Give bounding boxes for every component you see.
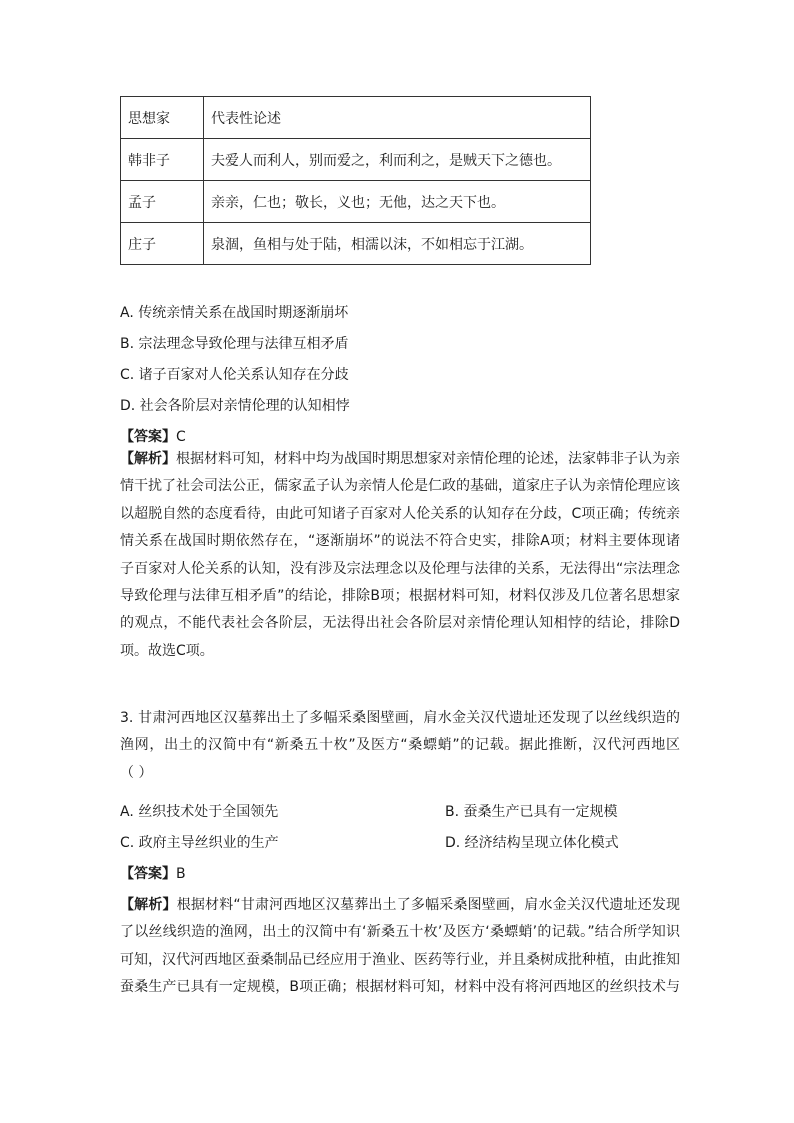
- q2-answer: [120, 427, 186, 447]
- analysis-line: 可知，汉代河西地区蚕桑制品已经应用于渔业、医药等行业，并且桑树成批种植，由此推知: [120, 951, 680, 968]
- answer-value: C: [176, 429, 186, 445]
- q3-option-b: B. 蚕桑生产已具有一定规模: [445, 804, 618, 820]
- thinker-name: 韩非子: [121, 139, 204, 181]
- q2-option-c: C. 诸子百家对人伦关系认知存在分歧: [120, 367, 349, 383]
- analysis-line: 以超脱自然的态度看待，由此可知诸子百家对人伦关系的认知存在分歧，C项正确；传统亲: [120, 505, 680, 522]
- table-header-cell: 代表性论述: [204, 97, 591, 139]
- analysis-line: 情关系在战国时期依然存在，“逐渐崩坏”的说法不符合史实，排除A项；材料主要体现诸: [120, 533, 680, 550]
- q3-option-c: C. 政府主导丝织业的生产: [120, 835, 279, 851]
- stem-line: （ ）: [120, 764, 153, 781]
- stem-line: 3. 甘肃河西地区汉墓葬出土了多幅采桑图壁画，肩水金关汉代遗址还发现了以丝线织造的: [120, 710, 680, 726]
- thinker-name: 孟子: [121, 181, 204, 223]
- analysis-line: 项。故选C项。: [120, 642, 214, 659]
- analysis-line: 蚕桑生产已具有一定规模，B项正确；根据材料可知，材料中没有将河西地区的丝织技术与: [120, 979, 680, 996]
- analysis-line: 的观点，不能代表社会各阶层，无法得出社会各阶层对亲情伦理认知相悖的结论，排除D: [120, 615, 680, 632]
- q3-option-d: D. 经济结构呈现立体化模式: [445, 835, 619, 851]
- analysis-line: 【解析】根据材料“甘肃河西地区汉墓葬出土了多幅采桑图壁画，肩水金关汉代遗址还发现: [120, 897, 680, 913]
- thinkers-table: [120, 96, 591, 265]
- analysis-line: 子百家对人伦关系的认知，没有涉及宗法理念以及伦理与法律的关系，无法得出“宗法理念: [120, 560, 680, 577]
- stem-line: 渔网，出土的汉简中有“新桑五十枚”及医方“桑螵蛸”的记载。据此推断，汉代河西地区: [120, 737, 680, 754]
- thinker-quote: 泉涸，鱼相与处于陆，相濡以沫，不如相忘于江湖。: [204, 223, 591, 265]
- table-row: [121, 223, 591, 265]
- q3-answer: [120, 864, 186, 884]
- answer-label: 【答案】: [120, 866, 176, 882]
- q2-option-d: D. 社会各阶层对亲情伦理的认知相悖: [120, 398, 350, 414]
- analysis-line: 【解析】根据材料可知，材料中均为战国时期思想家对亲情伦理的论述，法家韩非子认为亲: [120, 451, 680, 467]
- analysis-label: 【解析】: [120, 451, 176, 467]
- analysis-line: 了以丝线织造的渔网，出土的汉简中有‘新桑五十枚’及医方‘桑螵蛸’的记载。”结合所学知识: [120, 924, 680, 941]
- q3-analysis: [120, 892, 680, 1002]
- table-row: [121, 181, 591, 223]
- table-header-cell: 思想家: [121, 97, 204, 139]
- q3-stem: [120, 705, 680, 787]
- analysis-line: 情干扰了社会司法公正，儒家孟子认为亲情人伦是仁政的基础，道家庄子认为亲情伦理应该: [120, 478, 680, 495]
- answer-label: 【答案】: [120, 429, 176, 445]
- table-header-row: [121, 97, 591, 139]
- analysis-line: 导致伦理与法律互相矛盾”的结论，排除B项；根据材料可知，材料仅涉及几位著名思想家: [120, 588, 680, 605]
- q2-analysis: [120, 446, 680, 665]
- q2-option-a: A. 传统亲情关系在战国时期逐渐崩坏: [120, 305, 349, 321]
- table-row: [121, 139, 591, 181]
- thinker-quote: 夫爱人而利人，别而爱之，利而利之，是贼天下之德也。: [204, 139, 591, 181]
- q2-option-b: B. 宗法理念导致伦理与法律互相矛盾: [120, 336, 349, 352]
- analysis-label: 【解析】: [120, 897, 177, 913]
- thinker-quote: 亲亲，仁也；敬长，义也；无他，达之天下也。: [204, 181, 591, 223]
- thinker-name: 庄子: [121, 223, 204, 265]
- q3-option-a: A. 丝织技术处于全国领先: [120, 804, 279, 820]
- answer-value: B: [176, 866, 186, 882]
